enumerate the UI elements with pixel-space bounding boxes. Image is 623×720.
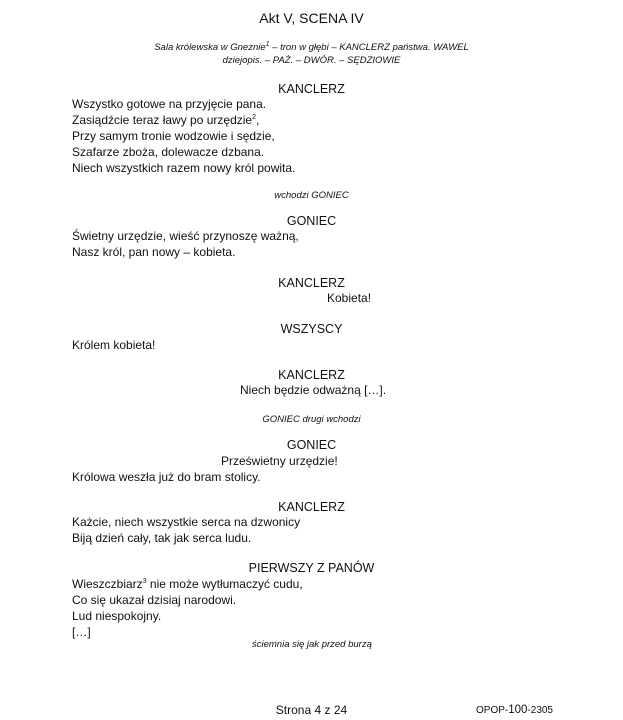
scene-title: Akt V, SCENA IV (259, 10, 364, 26)
stage-direction-goniec-2: GONIEC drugi wchodzi (262, 414, 361, 425)
verse-line: Niech będzie odważną […]. (240, 383, 387, 397)
speaker-goniec: GONIEC (286, 214, 337, 228)
footnote-marker-2: 2 (252, 114, 256, 121)
verse-block-goniec-1 (72, 228, 299, 260)
stage-direction-intro (0, 41, 623, 67)
verse-line: Wieszczbiarz$^3$ nie może wytłumaczyć cudu, (72, 577, 303, 591)
stage-intro-line-1: Sala królewska w Gneznie$^1$ – tron w głębi – KANCLERZ państwa. WAWEL (154, 40, 469, 53)
footnote-marker-3: 3 (142, 578, 147, 585)
verse-block-pierwszy-z-panow (72, 576, 303, 640)
stage-direction-end: ściemnia się jak przed burzą (252, 639, 372, 650)
verse-block-kanclerz-1 (72, 96, 295, 176)
verse-line: Lud niespokojny. (72, 609, 162, 623)
verse-line: Co się ukazał dzisiaj narodowi. (72, 593, 237, 607)
verse-line: Przy samym tronie wodzowie i sędzie, (72, 129, 275, 143)
verse-line: Każcie, niech wszystkie serca na dzwonicy (72, 515, 301, 529)
verse-line: Wszystko gotowe na przyjęcie pana. (72, 97, 267, 111)
verse-block-kanclerz-2 (72, 514, 300, 546)
stage-intro-line-2: dziejopis. – PAŻ. – DWÓR. – SĘDZIOWIE (222, 55, 401, 66)
verse-line: Biją dzień cały, tak jak serca ludu. (72, 531, 252, 545)
verse-line: Królowa weszła już do bram stolicy. (72, 470, 261, 484)
footnote-marker-1: 1 (265, 40, 270, 48)
verse-line: Nasz król, pan nowy – kobieta. (72, 245, 236, 259)
speaker-kanclerz: KANCLERZ (278, 500, 345, 514)
speaker-kanclerz: KANCLERZ (278, 368, 345, 382)
exam-code: OPOP-100-2305 (476, 704, 553, 716)
speaker-kanclerz: KANCLERZ (278, 82, 345, 96)
verse-line: Królem kobieta! (72, 338, 156, 352)
page-number: Strona 4 z 24 (275, 703, 348, 717)
verse-line: Zasiądźcie teraz ławy po urzędzie$^2$, (72, 113, 260, 127)
verse-line: Niech wszystkich razem nowy król powita. (72, 161, 296, 175)
verse-line: Kobieta! (327, 291, 372, 305)
verse-line: Świetny urzędzie, wieść przynoszę ważną, (72, 229, 299, 243)
speaker-goniec: GONIEC (286, 438, 337, 452)
stage-direction-goniec: wchodzi GONIEC (274, 190, 349, 201)
speaker-kanclerz: KANCLERZ (278, 276, 345, 290)
verse-line: Prześwietny urzędzie! (221, 454, 338, 468)
verse-line: […] (72, 625, 91, 639)
speaker-pierwszy-z-panow: PIERWSZY Z PANÓW (248, 561, 375, 575)
verse-line: Szafarze zboża, dolewacze dzbana. (72, 145, 265, 159)
speaker-wszyscy: WSZYSCY (280, 322, 343, 336)
